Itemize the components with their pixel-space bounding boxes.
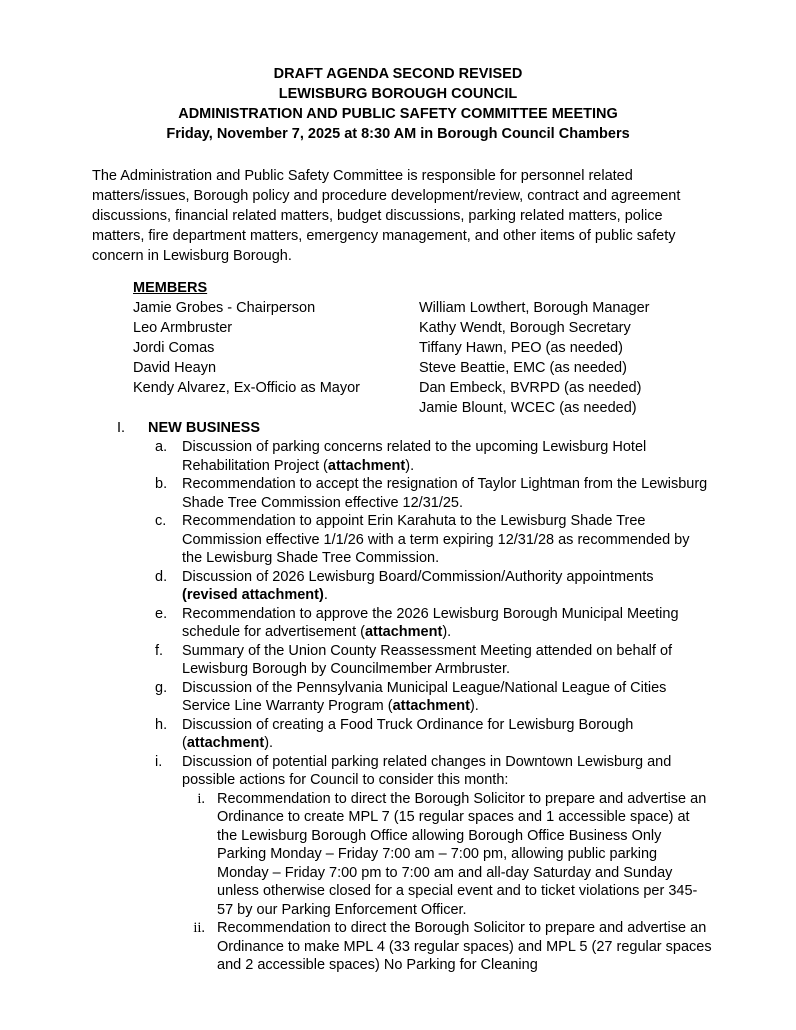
text-run: Recommendation to direct the Borough Solicitor to prepare and advertise an Ordinance to create MPL 7 (15 regular spaces and 1 accessible space) at the Lewisburg Borough Office allowing Borough Office Business Only Parking Monday – Friday 7:00 am – 7:00 pm, allowing public parking Monday – Friday 7:00 pm to 7:00 am and all-day Saturday and Sunday unless otherwise closed for a special event and to ticket violations per 345-57 by our Parking Enforcement Officer. [217,790,707,918]
text-run: . [323,587,328,603]
agenda-subitem-ii [0,919,796,975]
bold-text-run: (revised attachment) [182,587,324,603]
item-text [182,680,666,715]
text-run: Discussion of parking concerns related to the upcoming Lewisburg Hotel Rehabilitation Project ( [182,439,647,474]
subitem-marker: i. [197,790,205,807]
item-marker: i. [155,753,163,770]
document-header [0,0,796,144]
agenda-heading-row [0,418,796,438]
members-heading: MEMBERS [133,280,208,296]
bold-text-run: attachment [392,698,470,714]
member-name: Dan Embeck, BVRPD (as needed) [419,380,642,396]
agenda-items-list [0,438,796,975]
text-run: ). [264,735,274,751]
member-name: William Lowthert, Borough Manager [419,300,650,316]
item-marker: e. [155,605,168,622]
item-marker: h. [155,716,168,733]
text-run: Discussion of 2026 Lewisburg Board/Commission/Authority appointments [182,568,654,585]
item-marker: f. [155,642,164,659]
text-run: Discussion of creating a Food Truck Ordinance for Lewisburg Borough ( [182,716,634,751]
item-text [182,717,633,752]
item-text [182,476,707,511]
bold-text-run: attachment [186,735,265,751]
text-run: ). [442,624,452,640]
agenda-item-a [0,438,796,475]
agenda-section-title: NEW BUSINESS [148,420,260,436]
text-run: ). [469,698,479,714]
subitem-text [217,920,712,973]
member-name: Jamie Grobes - Chairperson [133,300,316,316]
member-name: Jordi Comas [133,340,215,356]
members-left-column [133,298,419,418]
item-text [182,569,653,604]
members-right-column [419,298,650,418]
item-marker: a. [155,439,168,455]
members-section [133,278,796,418]
document-title-line-4: Friday, November 7, 2025 at 8:30 AM in Borough Council Chambers [166,126,630,142]
item-marker: d. [155,568,168,585]
agenda-subitem-i [0,790,796,920]
member-name: David Heayn [133,360,217,376]
item-text [182,439,646,474]
text-run: Discussion of the Pennsylvania Municipal League/National League of Cities Service Line Warranty Program ( [182,679,667,714]
agenda-section-numeral: I. [117,420,126,436]
subitem-text [217,791,706,918]
member-name: Tiffany Hawn, PEO (as needed) [419,340,623,356]
item-text [182,513,690,566]
document-title-line-2: LEWISBURG BOROUGH COUNCIL [278,86,518,102]
document-title-line-3: ADMINISTRATION AND PUBLIC SAFETY COMMITTEE MEETING [178,106,618,122]
subitem-marker: ii. [193,920,205,936]
text-run: ). [405,457,415,474]
agenda-item-f [0,642,796,679]
members-columns [133,298,796,418]
agenda-item-h [0,716,796,753]
agenda-item-d [0,568,796,605]
text-run: Summary of the Union County Reassessment Meeting attended on behalf of Lewisburg Borough by Councilmember Armbruster. [182,642,673,677]
item-text [182,754,671,789]
member-name: Leo Armbruster [133,320,233,336]
agenda-item-e [0,605,796,642]
item-text [182,606,679,641]
item-marker: c. [155,513,167,529]
agenda-item-i [0,753,796,790]
agenda-item-b [0,475,796,512]
text-run: Recommendation to direct the Borough Solicitor to prepare and advertise an Ordinance to make MPL 4 (33 regular spaces) and MPL 5 (27 regular spaces and 2 accessible spaces) No Parking for Cleaning [217,920,712,973]
member-name: Kendy Alvarez, Ex-Officio as Mayor [133,380,360,396]
agenda-section [0,418,796,975]
agenda-item-g [0,679,796,716]
item-marker: b. [155,476,168,492]
text-run: Discussion of potential parking related changes in Downtown Lewisburg and possible actions for Council to consider this month: [182,753,672,788]
bold-text-run: attachment [364,624,443,640]
member-name: Jamie Blount, WCEC (as needed) [419,400,637,416]
text-run: Recommendation to accept the resignation of Taylor Lightman from the Lewisburg Shade Tree Commission effective 12/31/25. [182,476,708,511]
text-run: Recommendation to appoint Erin Karahuta to the Lewisburg Shade Tree Commission effective 1/1/26 with a term expiring 12/31/28 as recommended by the Lewisburg Shade Tree Commission. [182,513,690,566]
text-run: Recommendation to approve the 2026 Lewisburg Borough Municipal Meeting schedule for advertisement ( [182,605,679,640]
intro-paragraph: The Administration and Public Safety Committee is responsible for personnel related matters/issues, Borough policy and procedure development/review, contract and agreement discussions, financial related matters, budget discussions, parking related matters, police matters, fire department matters, emergency management, and other items of public safety concern in Lewisburg Borough. [92,168,681,264]
agenda-item-c [0,512,796,568]
item-text [182,643,672,678]
item-marker: g. [155,679,168,696]
member-name: Steve Beattie, EMC (as needed) [419,360,627,376]
bold-text-run: attachment [327,457,406,474]
member-name: Kathy Wendt, Borough Secretary [419,320,631,336]
document-title-line-1: DRAFT AGENDA SECOND REVISED [273,66,523,82]
